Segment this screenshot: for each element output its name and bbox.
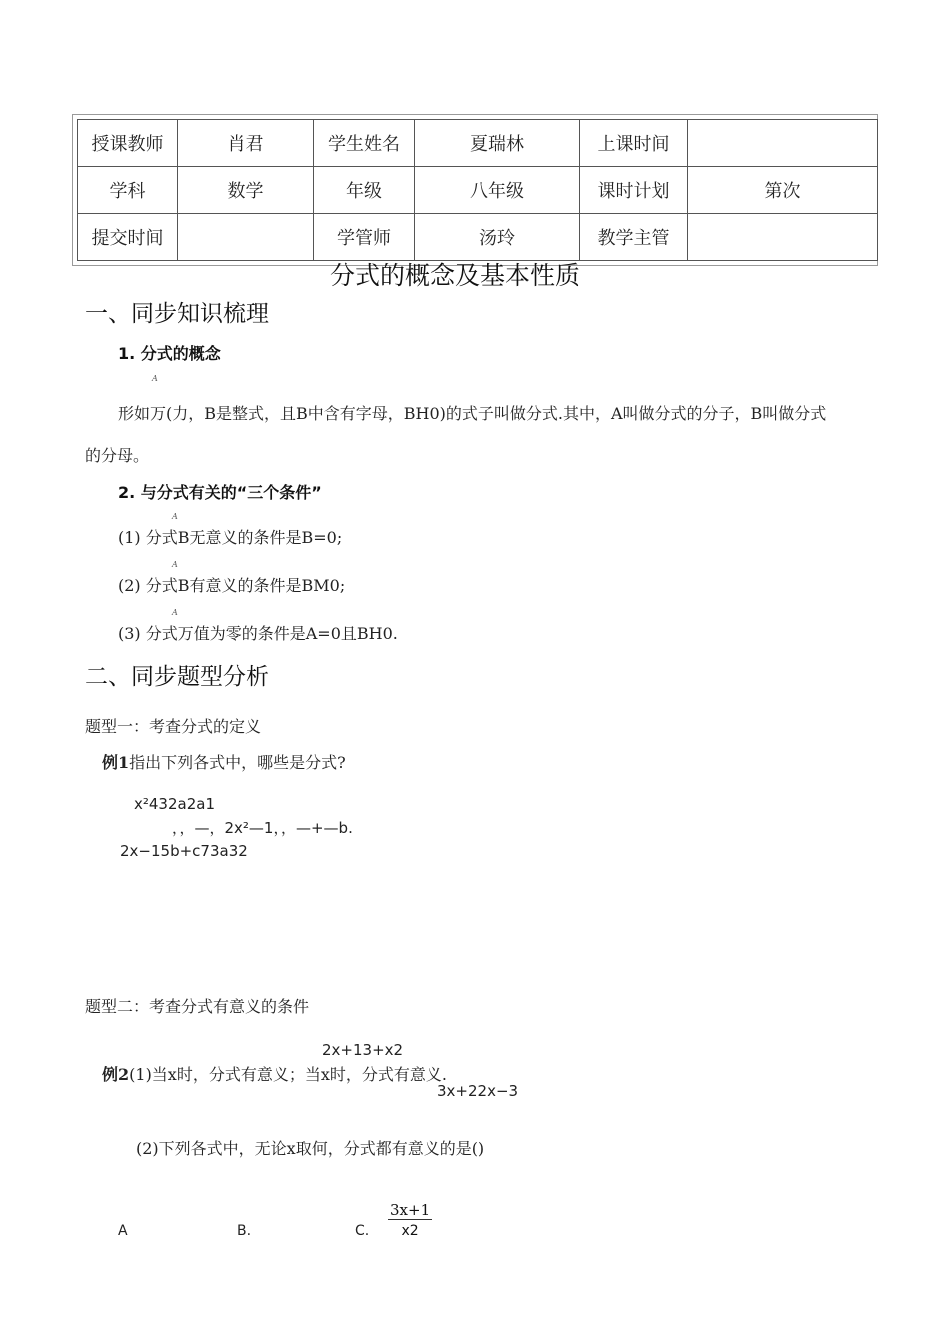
example-1-text: 指出下列各式中，哪些是分式? <box>129 753 346 772</box>
fraction-numerator-a: A <box>172 608 178 617</box>
section-heading-problem-types: 二、同步题型分析 <box>85 664 269 690</box>
fraction-denominator: x2 <box>401 1223 419 1239</box>
table-cell: 授课教师 <box>78 120 178 167</box>
choice-b: B. <box>237 1223 252 1239</box>
fraction-numerator-a: A <box>172 512 178 521</box>
example-1 <box>102 750 346 773</box>
table-row <box>78 167 878 214</box>
section-heading-knowledge: 一、同步知识梳理 <box>85 301 269 327</box>
example-2 <box>102 1062 447 1085</box>
subheading-fraction-concept: 1. 分式的概念 <box>118 344 221 363</box>
table-cell <box>178 214 314 261</box>
condition-undefined: (1) 分式B无意义的条件是B=0; <box>118 528 343 547</box>
table-row <box>78 214 878 261</box>
table-cell: 上课时间 <box>580 120 688 167</box>
table-cell: 八年级 <box>415 167 580 214</box>
page-title: 分式的概念及基本性质 <box>330 261 581 290</box>
example-1-numerators: x²432a2a1 <box>134 795 215 813</box>
table-cell: 年级 <box>314 167 415 214</box>
table-cell <box>688 120 878 167</box>
table-cell: 汤玲 <box>415 214 580 261</box>
table-cell: 教学主管 <box>580 214 688 261</box>
fraction-numerator-a: A <box>172 560 178 569</box>
fraction-numerator: 3x+1 <box>390 1201 431 1219</box>
example-1-denominators: 2x−15b+c73a32 <box>120 842 248 860</box>
table-cell: 肖君 <box>178 120 314 167</box>
table-cell: 学科 <box>78 167 178 214</box>
table-cell: 第次 <box>688 167 878 214</box>
definition-line-2: 的分母。 <box>85 446 150 465</box>
condition-defined: (2) 分式B有意义的条件是BM0; <box>118 576 346 595</box>
table-cell <box>688 214 878 261</box>
example-1-expressions: ，，—，2x²—1，，—+—b. <box>172 819 353 837</box>
choice-a: A <box>118 1223 128 1239</box>
problem-type-2: 题型二：考查分式有意义的条件 <box>85 997 310 1016</box>
fraction-numerator-a: A <box>152 374 158 383</box>
example-2-denominators: 3x+22x−3 <box>437 1082 519 1100</box>
example-2-label: 例2 <box>102 1065 130 1084</box>
problem-type-1: 题型一：考查分式的定义 <box>85 717 262 736</box>
table-cell: 学管师 <box>314 214 415 261</box>
choice-c: C. <box>355 1223 370 1239</box>
example-2-numerators: 2x+13+x2 <box>322 1041 404 1059</box>
condition-zero-value: (3) 分式万值为零的条件是A=0且BH0. <box>118 624 398 643</box>
table-cell: 数学 <box>178 167 314 214</box>
subheading-three-conditions: 2. 与分式有关的“三个条件” <box>118 483 322 502</box>
definition-line-1: 形如万(力，B是整式，且B中含有字母，BH0)的式子叫做分式.其中，A叫做分式的分子，B叫做分式 <box>118 404 827 423</box>
example-1-label: 例1 <box>102 753 130 772</box>
table-cell: 提交时间 <box>78 214 178 261</box>
table-cell: 学生姓名 <box>314 120 415 167</box>
table-cell: 课时计划 <box>580 167 688 214</box>
table-cell: 夏瑞林 <box>415 120 580 167</box>
table-row <box>78 120 878 167</box>
example-2-text: (1)当x时，分式有意义；当x时，分式有意义. <box>129 1065 447 1084</box>
info-table <box>77 119 878 261</box>
choice-c-fraction <box>388 1201 432 1239</box>
example-2-part-2: (2)下列各式中，无论x取何，分式都有意义的是() <box>136 1139 485 1158</box>
